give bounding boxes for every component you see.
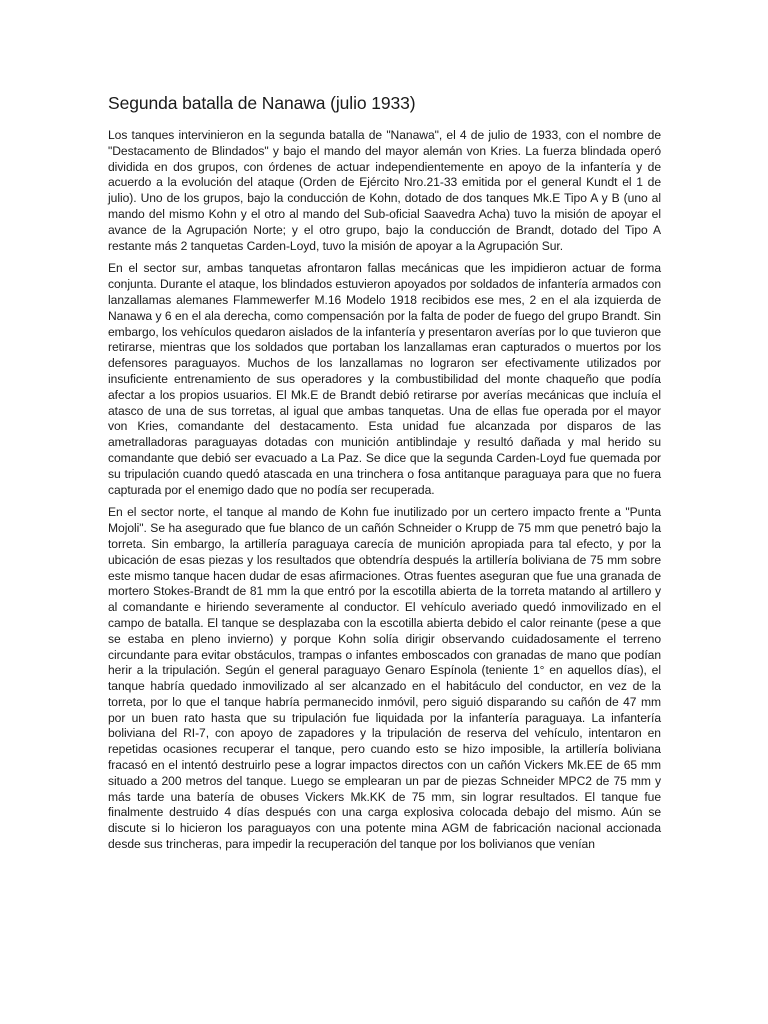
paragraph-sector-norte: En el sector norte, el tanque al mando de Kohn fue inutilizado por un certero impacto frente a "Punta Mojoli". Se ha asegurado que fue blanco de un cañón Schneider o Krupp de 75 mm que penetró bajo la torreta. Sin embargo, la artillería paraguaya carecía de munición apropiada para tal efecto, y por la ubicación de esas piezas y los resultados que obtendría después la artillería boliviana de 75 mm sobre este mismo tanque hacen dudar de esas afirmaciones. Otras fuentes aseguran que fue una granada de mortero Stokes-Brandt de 81 mm la que entró por la escotilla abierta de la torreta matando al artillero y al comandante e hiriendo severamente al conductor. El vehículo averiado quedó inmovilizado en el campo de batalla. El tanque se desplazaba con la escotilla abierta debido el calor reinante (pese a que se estaba en pleno invierno) y porque Kohn solía dirigir observando cuidadosamente el terreno circundante para evitar obstáculos, trampas o infantes emboscados con granadas de mano que podían herir a la tripulación. Según el general paraguayo Genaro Espínola (teniente 1° en aquellos días), el tanque habría quedado inmovilizado al ser alcanzado en el habitáculo del conductor, en vez de la torreta, por lo que el tanque habría permanecido inmóvil, pero siguió disparando su cañón de 47 mm por un buen rato hasta que su tripulación fue liquidada por la infantería paraguaya. La infantería boliviana del RI-7, con apoyo de zapadores y la tripulación de reserva del vehículo, intentaron en repetidas ocasiones recuperar el tanque, pero cuando esto se hizo imposible, la artillería boliviana fracasó en el intentó destruirlo pese a lograr impactos directos con un cañón Vickers Mk.EE de 65 mm situado a 200 metros del tanque. Luego se emplearan un par de piezas Schneider MPC2 de 75 mm y más tarde una batería de obuses Vickers Mk.KK de 75 mm, sin lograr resultados. El tanque fue finalmente destruido 4 días después con una carga explosiva colocada debajo del mismo. Aún se discute si lo hicieron los paraguayos con una potente mina AGM de fabricación nacional accionada desde sus trincheras, para impedir la recuperación del tanque por los bolivianos que venían bbox=[108, 505, 661, 852]
document-page bbox=[108, 92, 661, 860]
paragraph-sector-sur: En el sector sur, ambas tanquetas afrontaron fallas mecánicas que les impidieron actuar de forma conjunta. Durante el ataque, los blindados estuvieron apoyados por soldados de infantería armados con lanzallamas alemanes Flammewerfer M.16 Modelo 1918 recibidos ese mes, 2 en el ala izquierda de Nanawa y 6 en el ala derecha, como compensación por la falta de poder de fuego del grupo Brandt. Sin embargo, los vehículos quedaron aislados de la infantería y presentaron averías por lo que tuvieron que retirarse, mientras que los soldados que portaban los lanzallamas eran capturados o muertos por los defensores paraguayos. Muchos de los lanzallamas no lograron ser efectivamente utilizados por insuficiente entrenamiento de sus operadores y la combustibilidad del monte chaqueño que podía afectar a los propios usuarios. El Mk.E de Brandt debió retirarse por averías mecánicas que incluía el atasco de una de sus torretas, al igual que ambas tanquetas. Una de ellas fue operada por el mayor von Kries, comandante del destacamento. Esta unidad fue alcanzada por disparos de las ametralladoras paraguayas dotadas con munición antiblindaje y resultó dañada y mal herido su comandante que debió ser evacuado a La Paz. Se dice que la segunda Carden-Loyd fue quemada por su tripulación cuando quedó atascada en una trinchera o fosa antitanque paraguaya para que no fuera capturada por el enemigo dado que no podía ser recuperada. bbox=[108, 261, 661, 497]
paragraph-tanques-intervinieron: Los tanques intervinieron en la segunda batalla de "Nanawa", el 4 de julio de 1933, con el nombre de "Destacamento de Blindados" y bajo el mando del mayor alemán von Kries. La fuerza blindada operó dividida en dos grupos, con órdenes de actuar independientemente en apoyo de la infantería y de acuerdo a la evolución del ataque (Orden de Ejército Nro.21-33 emitida por el general Kundt el 1 de julio). Uno de los grupos, bajo la conducción de Kohn, dotado de dos tanques Mk.E Tipo A y B (uno al mando del mismo Kohn y el otro al mando del Sub-oficial Saavedra Acha) tuvo la misión de apoyar el avance de la Agrupación Norte; y el otro grupo, bajo la conducción de Brandt, dotado del Tipo A restante más 2 tanquetas Carden-Loyd, tuvo la misión de apoyar a la Agrupación Sur. bbox=[108, 128, 661, 253]
document-title: Segunda batalla de Nanawa (julio 1933) bbox=[108, 93, 416, 113]
